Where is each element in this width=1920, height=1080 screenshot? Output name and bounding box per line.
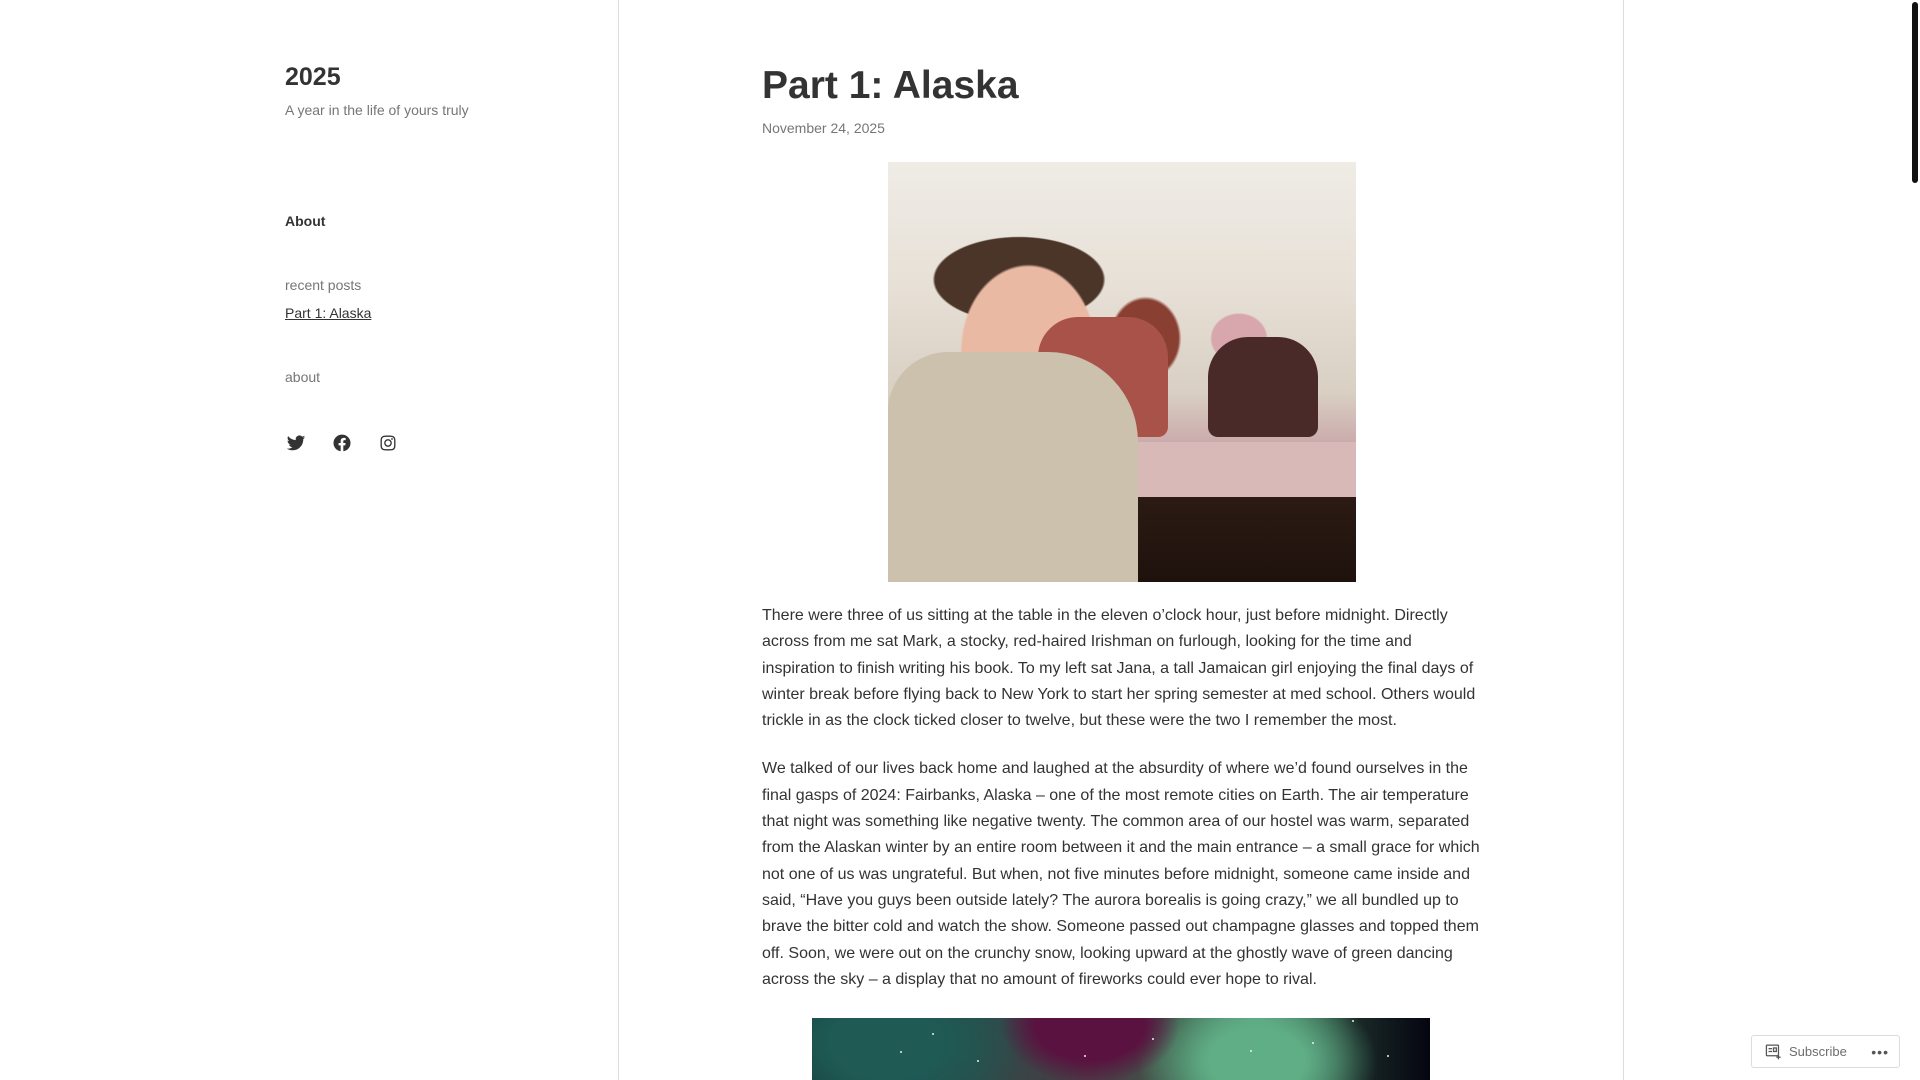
about-widget-heading: about bbox=[285, 369, 321, 385]
photo-person bbox=[888, 352, 1138, 582]
sidebar bbox=[0, 0, 619, 1080]
post-date[interactable]: November 24, 2025 bbox=[762, 120, 885, 136]
post-paragraph: There were three of us sitting at the table in the eleven o’clock hour, just before midnight. Directly across from me sat Mark, a stocky, red-haired Irishman on furlough, looking for the time and inspiration to finish writing his book. To my left sat Jana, a tall Jamaican girl enjoying the final days of winter break before flying back to New York to start her spring semester at med school. Others would trickle in as the clock ticked closer to twelve, but these were the two I remember the most. bbox=[762, 607, 1476, 730]
reader-plus-icon bbox=[1765, 1043, 1782, 1060]
nav-item-about[interactable]: About bbox=[285, 213, 326, 229]
more-options-button[interactable]: ••• bbox=[1871, 1043, 1889, 1060]
page-scrollbar[interactable] bbox=[1912, 2, 1918, 183]
subscribe-label: Subscribe bbox=[1789, 1044, 1847, 1059]
twitter-icon[interactable] bbox=[286, 433, 306, 453]
social-links bbox=[286, 433, 398, 453]
facebook-icon[interactable] bbox=[332, 433, 352, 453]
post-body bbox=[762, 603, 1486, 1015]
post-image-friends bbox=[888, 162, 1356, 582]
recent-posts-heading: recent posts bbox=[285, 277, 362, 293]
site-title[interactable]: 2025 bbox=[285, 63, 341, 91]
post-title: Part 1: Alaska bbox=[762, 64, 1019, 107]
instagram-icon[interactable] bbox=[378, 433, 398, 453]
photo-person bbox=[1208, 337, 1318, 437]
post-image-aurora bbox=[812, 1018, 1430, 1080]
post-paragraph: We talked of our lives back home and laughed at the absurdity of where we’d found ourselves in the final gasps of 2024: Fairbanks, Alaska – one of the most remote cities on Earth. The air temperature that night was something like negative twenty. The common area of our hostel was warm, separated from the Alaskan winter by an entire room between it and the main entrance – a small grace for which not one of us was ungrateful. But when, not five minutes before midnight, someone came inside and said, “Have you guys been outside lately? The aurora borealis is going crazy,” we all bundled up to brave the bitter cold and watch the show. Someone passed out champagne glasses and topped them off. Soon, we were out on the crunchy snow, looking upward at the ghostly wave of green dancing across the sky – a display that no amount of fireworks could ever hope to rival. bbox=[762, 760, 1480, 988]
subscribe-bar bbox=[1751, 1035, 1900, 1068]
recent-post-link[interactable]: Part 1: Alaska bbox=[285, 305, 372, 321]
subscribe-button[interactable] bbox=[1752, 1036, 1847, 1067]
site-description: A year in the life of yours truly bbox=[285, 102, 469, 118]
content-right-border bbox=[1623, 0, 1624, 1080]
